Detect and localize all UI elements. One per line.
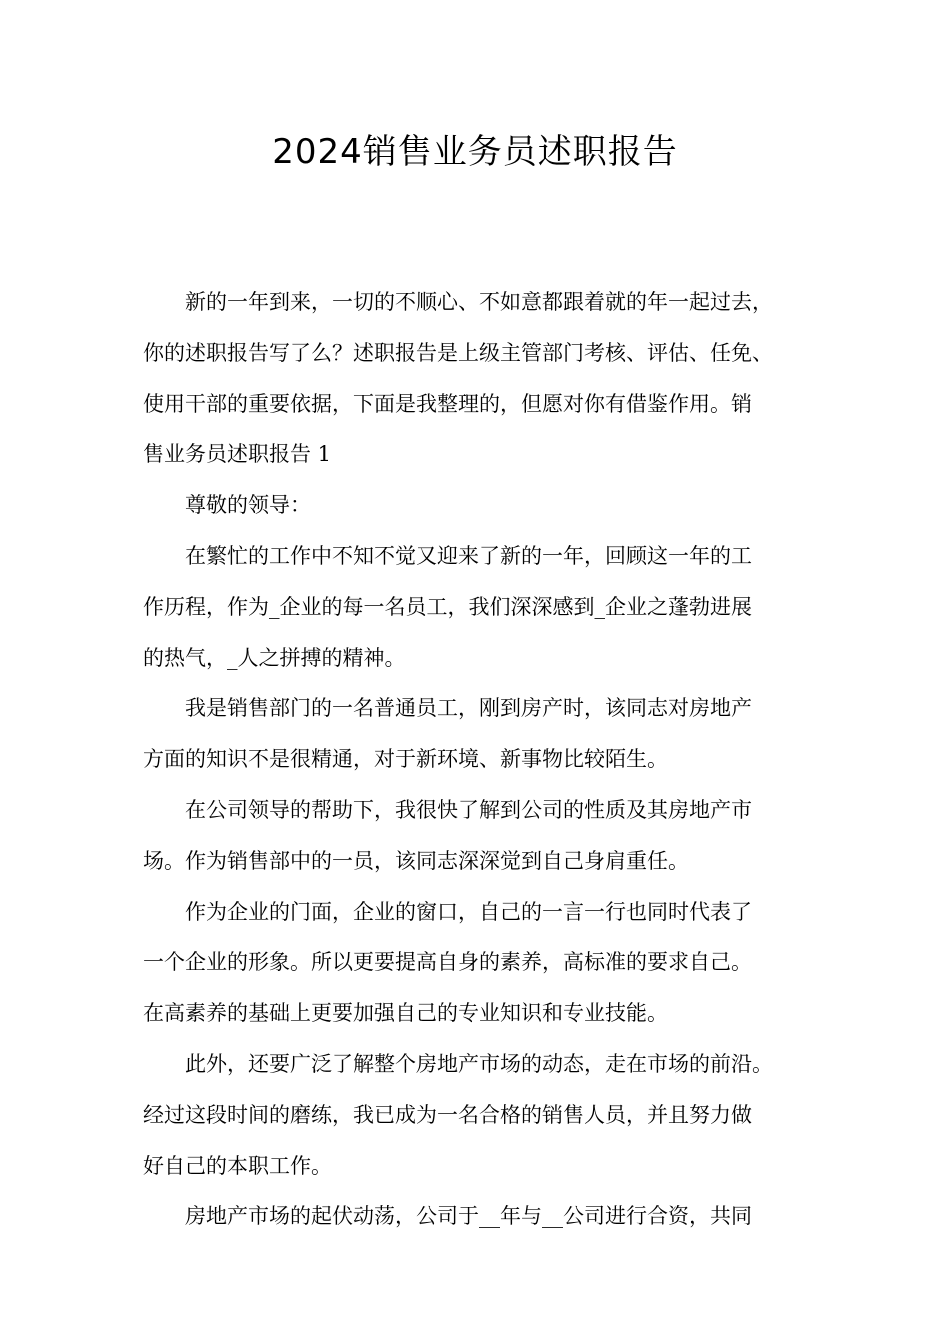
paragraph-body <box>143 785 807 887</box>
paragraph-line: 在繁忙的工作中不知不觉又迎来了新的一年，回顾这一年的工 <box>185 543 752 568</box>
paragraph-line: 尊敬的领导： <box>185 493 311 518</box>
paragraph-line: 新的一年到来，一切的不顺心、不如意都跟着就的年一起过去， <box>185 290 773 314</box>
paragraph-line: 在公司领导的帮助下，我很快了解到公司的性质及其房地产市 <box>185 797 752 822</box>
paragraph-line: 作历程，作为_企业的每一名员工，我们深深感到_企业之蓬勃进展 <box>143 594 752 619</box>
paragraph-line: 方面的知识不是很精通，对于新环境、新事物比较陌生。 <box>143 747 668 772</box>
paragraph-body <box>143 1039 807 1191</box>
paragraph-line: 作为企业的门面，企业的窗口，自己的一言一行也同时代表了 <box>185 899 752 924</box>
paragraph-line: 经过这段时间的磨练，我已成为一名合格的销售人员，并且努力做 <box>143 1102 752 1127</box>
document-title: 2024销售业务员述职报告 <box>272 132 678 172</box>
paragraph-body <box>143 1191 807 1242</box>
document-body <box>143 277 807 1242</box>
paragraph-line: 售业务员述职报告 1 <box>143 442 332 467</box>
paragraph-line: 使用干部的重要依据，下面是我整理的，但愿对你有借鉴作用。销 <box>143 391 752 416</box>
paragraph-salutation <box>143 480 807 531</box>
paragraph-line: 场。作为销售部中的一员，该同志深深觉到自己身肩重任。 <box>143 848 689 873</box>
paragraph-intro <box>143 277 807 480</box>
paragraph-line: 我是销售部门的一名普通员工，刚到房产时，该同志对房地产 <box>185 696 752 721</box>
paragraph-body <box>143 887 807 1039</box>
paragraph-line: 房地产市场的起伏动荡，公司于__年与__公司进行合资，共同 <box>185 1204 752 1229</box>
paragraph-line: 的热气，_人之拼搏的精神。 <box>143 645 406 670</box>
paragraph-body <box>143 531 807 683</box>
paragraph-line: 好自己的本职工作。 <box>143 1153 332 1178</box>
paragraph-line: 此外，还要广泛了解整个房地产市场的动态，走在市场的前沿。 <box>185 1051 773 1076</box>
paragraph-body <box>143 683 807 785</box>
paragraph-line: 你的述职报告写了么？述职报告是上级主管部门考核、评估、任免、 <box>143 340 773 365</box>
paragraph-line: 在高素养的基础上更要加强自己的专业知识和专业技能。 <box>143 1001 668 1026</box>
paragraph-line: 一个企业的形象。所以更要提高自身的素养，高标准的要求自己。 <box>143 950 752 975</box>
